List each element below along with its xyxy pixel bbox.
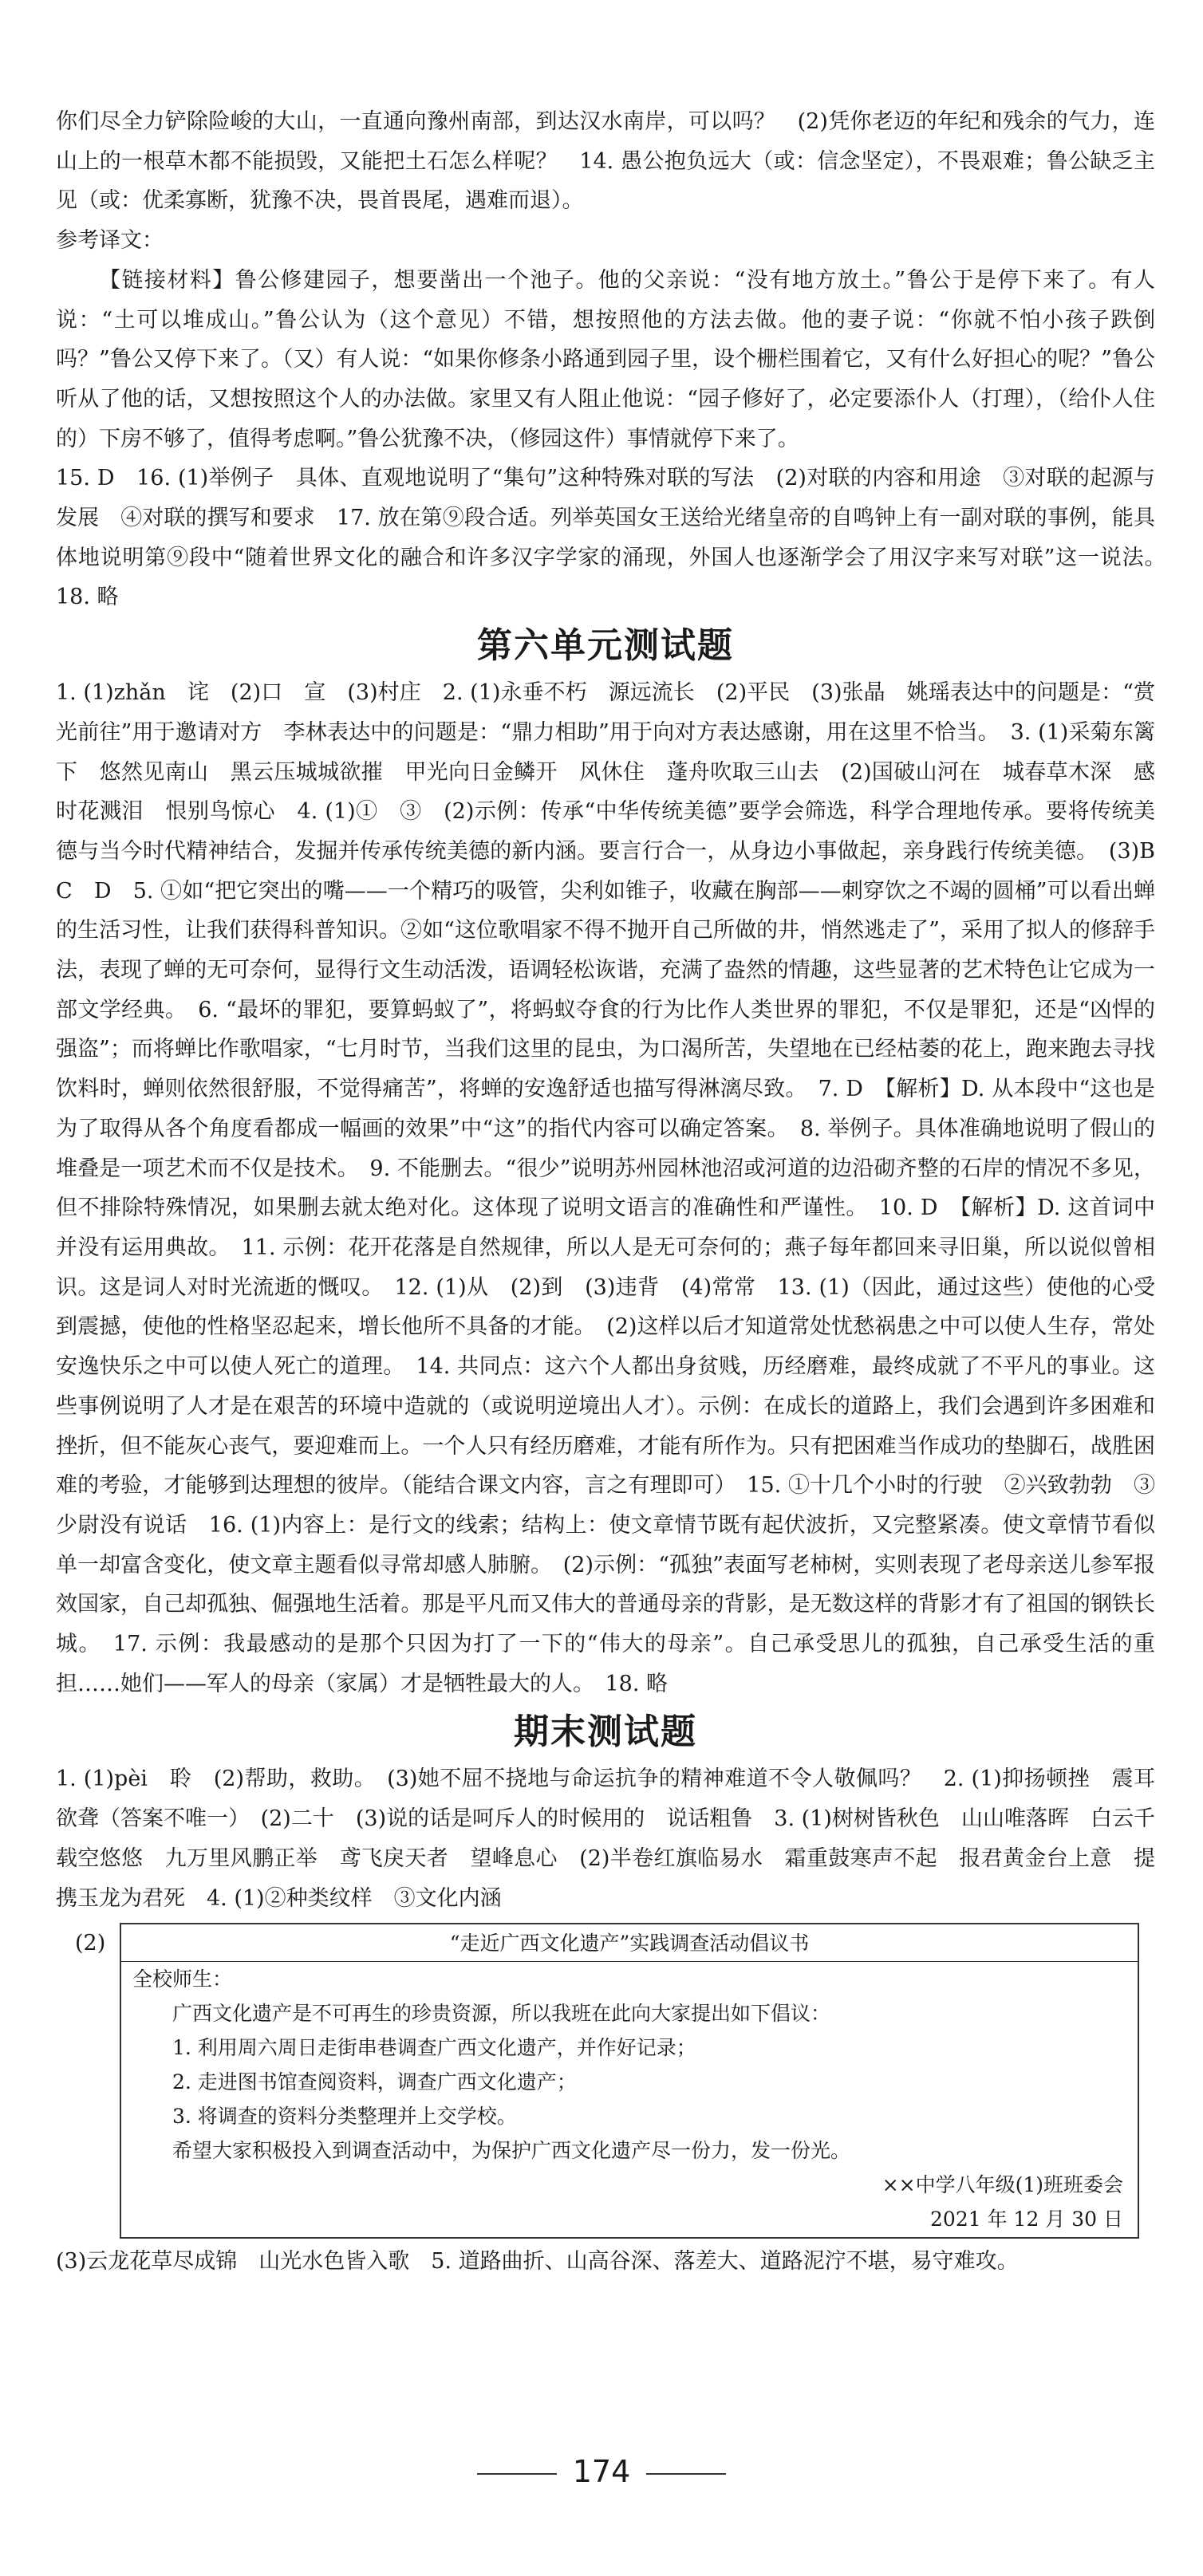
page-footer <box>0 2452 1203 2491</box>
proposal-line: 3. 将调查的资料分类整理并上交学校。 <box>172 2105 517 2129</box>
proposal-line: 1. 利用周六周日走街串巷调查广西文化遗产，并作好记录； <box>172 2036 696 2060</box>
page-number: 174 <box>572 2454 631 2489</box>
proposal-line: 2. 走进图书馆查阅资料，调查广西文化遗产； <box>172 2070 577 2094</box>
final-answers-last: (3)云龙花草尽成锦 山光水色皆入歌 5. 道路曲折、山高谷深、落差大、道路泥泞不堪，易守难攻。 <box>56 2249 1019 2275</box>
translation-paragraph: 【链接材料】鲁公修建园子，想要凿出一个池子。他的父亲说：“没有地方放土。”鲁公于是停下来了。有人说：“土可以堆成山。”鲁公认为（这个意见）不错，想按照他的方法去做。他的妻子说：“你就不怕小孩子跌倒吗？”鲁公又停下来了。（又）有人说：“如果你修条小路通到园子里，设个栅栏围着它，又有什么好担心的呢？”鲁公听从了他的话，又想按照这个人的办法做。家里又有人阻止他说：“园子修好了，必定要添仆人（打理），（给仆人住的）下房不够了，值得考虑啊。”鲁公犹豫不决，（修园这件）事情就停下来了。 <box>56 267 1155 451</box>
proposal-signature: ××中学八年级(1)班班委会 <box>882 2173 1123 2197</box>
proposal-line: 广西文化遗产是不可再生的珍贵资源，所以我班在此向大家提出如下倡议： <box>172 2002 831 2026</box>
section-title-final: 期末测试题 <box>514 1711 697 1753</box>
proposal-line: 希望大家积极投入到调查活动中，为保护广西文化遗产尽一份力，发一份光。 <box>172 2139 851 2163</box>
answer-paragraph: 你们尽全力铲除险峻的大山，一直通向豫州南部，到达汉水南岸，可以吗？ (2)凭你老迈的年纪和残余的气力，连山上的一根草木都不能损毁，又能把土石怎么样呢？ 14. 愚公抱负远大（或：信念坚定），不畏艰难；鲁公缺乏主见（或：优柔寡断，犹豫不决，畏首畏尾，遇难而退）。 <box>56 109 1155 214</box>
proposal-section <box>56 1923 1155 2242</box>
footer-dash-right <box>646 2473 726 2475</box>
footer-dash-left <box>477 2473 557 2475</box>
proposal-date: 2021 年 12 月 30 日 <box>930 2208 1123 2231</box>
proposal-greeting: 全校师生： <box>132 1967 233 1991</box>
final-answers: 1. (1)pèi 聆 (2)帮助，救助。 (3)她不屈不挠地与命运抗争的精神难道不令人敬佩吗？ 2. (1)抑扬顿挫 震耳欲聋（答案不唯一） (2)二十 (3)说的话是呵斥人的时候用的 说话粗鲁 3. (1)树树皆秋色 山山唯落晖 白云千载空悠悠 九万里风鹏正举 鸢飞戾天者 望峰息心 (2)半卷红旗临易水 霜重鼓寒声不起 报君黄金台上意 提携玉龙为君死 4. (1)②种类纹样 ③文化内涵 <box>56 1767 1155 1911</box>
reference-label: 参考译文： <box>56 228 164 254</box>
unit6-answers: 1. (1)zhǎn 诧 (2)口 宣 (3)村庄 2. (1)永垂不朽 源远流长 (2)平民 (3)张晶 姚瑶表达中的问题是：“赏光前往”用于邀请对方 李林表达中的问题是：“鼎力相助”用于向对方表达感谢，用在这里不恰当。 3. (1)采菊东篱下 悠然见南山 黑云压城城欲摧 甲光向日金鳞开 风休住 蓬舟吹取三山去 (2)国破山河在 城春草木深 感时花溅泪 恨别鸟惊心 4. (1)① ③ (2)示例：传承“中华传统美德”要学会筛选，科学合理地传承。要将传统美德与当今时代精神结合，发掘并传承传统美德的新内涵。要言行合一，从身边小事做起，亲身践行传统美德。 (3)B C D 5. ①如“把它突出的嘴——一个精巧的吸管，尖利如锥子，收藏在胸部——刺穿饮之不竭的圆桶”可以看出蝉的生活习性，让我们获得科普知识。②如“这位歌唱家不得不抛开自己所做的井，悄然逃走了”，采用了拟人的修辞手法，表现了蝉的无可奈何，显得行文生动活泼，语调轻松诙谐，充满了盎然的情趣，这些显著的艺术特色让它成为一部文学经典。 6. “最坏的罪犯，要算蚂蚁了”，将蚂蚁夺食的行为比作人类世界的罪犯，不仅是罪犯，还是“凶悍的强盗”；而将蝉比作歌唱家，“七月时节，当我们这里的昆虫，为口渴所苦，失望地在已经枯萎的花上，跑来跑去寻找饮料时，蝉则依然很舒服，不觉得痛苦”，将蝉的安逸舒适也描写得淋漓尽致。 7. D 【解析】D. 从本段中“这也是为了取得从各个角度看都成一幅画的效果”中“这”的指代内容可以确定答案。 8. 举例子。具体准确地说明了假山的堆叠是一项艺术而不仅是技术。 9. 不能删去。“很少”说明苏州园林池沼或河道的边沿砌齐整的石岸的情况不多见，但不排除特殊情况，如果删去就太绝对化。这体现了说明文语言的准确性和严谨性。 10. D 【解析】D. 这首词中并没有运用典故。 11. 示例：花开花落是自然规律，所以人是无可奈何的；燕子每年都回来寻旧巢，所以说似曾相识。这是词人对时光流逝的慨叹。 12. (1)从 (2)到 (3)违背 (4)常常 13. (1)（因此，通过这些）使他的心受到震撼，使他的性格坚忍起来，增长他所不具备的才能。 (2)这样以后才知道常处忧愁祸患之中可以使人生存，常处安逸快乐之中可以使人死亡的道理。 14. 共同点：这六个人都出身贫贱，历经磨难，最终成就了不平凡的事业。这些事例说明了人才是在艰苦的环境中造就的（或说明逆境出人才）。示例：在成长的道路上，我们会遇到许多困难和挫折，但不能灰心丧气，要迎难而上。一个人只有经历磨难，才能有所作为。只有把困难当作成功的垫脚石，战胜困难的考验，才能够到达理想的彼岸。（能结合课文内容，言之有理即可） 15. ①十几个小时的行驶 ②兴致勃勃 ③少尉没有说话 16. (1)内容上：是行文的线索；结构上：使文章情节既有起伏波折，又完整紧凑。使文章情节看似单一却富含变化，使文章主题看似寻常却感人肺腑。 (2)示例：“孤独”表面写老柿树，实则表现了老母亲送儿参军报效国家，自己却孤独、倔强地生活着。那是平凡而又伟大的普通母亲的背影，是无数这样的背影才有了祖国的钢铁长城。 17. 示例：我最感动的是那个只因为打了一下的“伟大的母亲”。自己承受思儿的孤独，自己承受生活的重担……她们——军人的母亲（家属）才是牺牲最大的人。 18. 略 <box>56 680 1177 1696</box>
proposal-title: “走近广西文化遗产”实践调查活动倡议书 <box>121 1926 1138 1962</box>
proposal-box <box>120 1923 1139 2239</box>
proposal-number: (2) <box>75 1931 106 1956</box>
section-title-unit6: 第六单元测试题 <box>477 625 734 667</box>
answer-paragraph-2: 15. D 16. (1)举例子 具体、直观地说明了“集句”这种特殊对联的写法 (2)对联的内容和用途 ③对联的起源与发展 ④对联的撰写和要求 17. 放在第⑨段合适。列举英国女王送给光绪皇帝的自鸣钟上有一副对联的事例，能具体地说明第⑨段中“随着世界文化的融合和许多汉字学家的涌现，外国人也逐渐学会了用汉字来写对联”这一说法。 18. 略 <box>56 466 1177 610</box>
